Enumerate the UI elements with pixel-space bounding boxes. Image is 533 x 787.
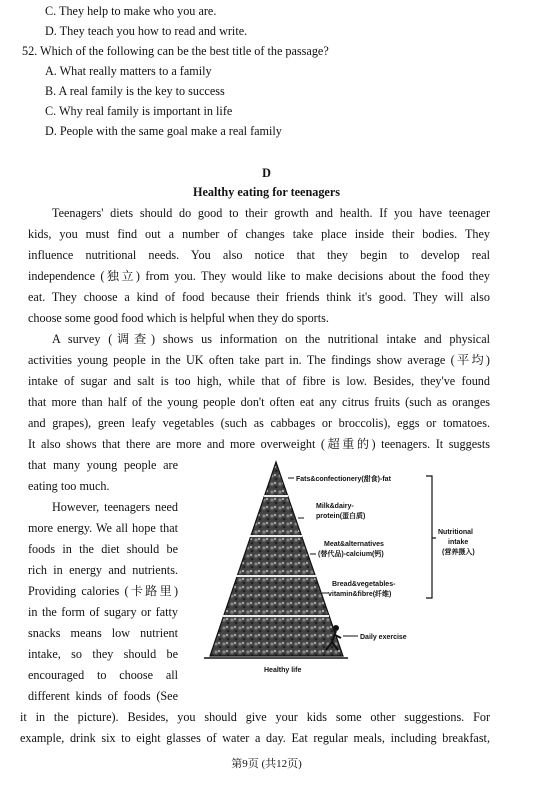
label-bread-1: Bread&vegetables- xyxy=(332,581,396,588)
para3-line: rich in energy and nutrients. xyxy=(28,563,178,577)
label-fats: Fats&confectionery(甜食)-fat xyxy=(296,476,391,483)
para3-line: foods in the diet should be xyxy=(28,542,178,556)
para2-line: that more than half of the young people don't often eat any citrus fruits (such as oranges xyxy=(28,395,490,409)
label-bread-2: vitamin&fibre(纤维) xyxy=(328,591,392,598)
label-nutritional: Nutritional xyxy=(438,529,473,536)
question-52-option-c: C. Why real family is important in life xyxy=(45,104,233,118)
para3-line: more energy. We all hope that xyxy=(28,521,178,535)
label-healthy-life: Healthy life xyxy=(264,667,302,674)
option-d-prev: D. They teach you how to read and write. xyxy=(45,24,248,38)
para1-line: kids, you must find out a number of changes take place inside their bodies. They xyxy=(28,227,490,241)
para1-line: independence (独立) from you. They would like to make decisions about the food they xyxy=(28,269,490,283)
para3-line: Providing calories (卡路里) xyxy=(28,584,178,598)
label-intake-cn: (营养摄入) xyxy=(442,549,475,556)
para3-line: in the form of sugary or fatty xyxy=(28,605,178,619)
question-52-option-a: A. What really matters to a family xyxy=(45,64,212,78)
para3-line: intake, so they should be xyxy=(28,647,178,661)
para3-line: different kinds of foods (See xyxy=(28,689,178,703)
label-milk-2: protein(蛋白质) xyxy=(316,513,366,520)
question-52-stem: 52. Which of the following can be the best title of the passage? xyxy=(22,44,329,58)
label-meat-1: Meat&alternatives xyxy=(324,541,384,548)
para1-line: choose some good food which is helpful when they do sports. xyxy=(28,311,329,325)
food-pyramid-illustration xyxy=(198,458,488,684)
para2-line: It also shows that there are more and more overweight (超重的) teenagers. It suggests xyxy=(28,437,490,451)
label-milk-1: Milk&dairy- xyxy=(316,503,354,510)
label-exercise: Daily exercise xyxy=(360,634,407,641)
para1-line: Teenagers' diets should do good to their growth and health. If you have teenager xyxy=(52,206,490,220)
question-52-option-b: B. A real family is the key to success xyxy=(45,84,225,98)
para3-line: it in the picture). Besides, you should give your kids some other suggestions. For xyxy=(20,710,490,724)
section-letter: D xyxy=(262,166,271,180)
para3-line: snacks means low nutrient xyxy=(28,626,178,640)
para2-line: A survey (调查) shows us information on the nutritional intake and physical xyxy=(52,332,490,346)
para3-line: However, teenagers need xyxy=(52,500,178,514)
para2-line: activities young people in the UK often take part in. The findings show average (平均) xyxy=(28,353,490,367)
para3-line: example, drink six to eight glasses of water a day. Eat regular meals, including breakfast, xyxy=(20,731,490,745)
para1-line: influence nutritional needs. You also notice that they begin to develop real xyxy=(28,248,490,262)
para2-line: and grapes), green leafy vegetables (such as cabbages or broccolis), eggs or tomatoes. xyxy=(28,416,490,430)
label-intake: intake xyxy=(448,539,469,546)
food-pyramid-figure xyxy=(198,458,488,684)
option-c-prev: C. They help to make who you are. xyxy=(45,4,217,18)
para2-line: intake of sugar and salt is too high, while that of fibre is low. Besides, they've found xyxy=(28,374,490,388)
label-meat-2: (替代品)-calcium(钙) xyxy=(318,551,384,558)
page-number: 第9页 (共12页) xyxy=(231,758,302,770)
passage-title: Healthy eating for teenagers xyxy=(192,185,340,199)
para2-line: that many young people are xyxy=(28,458,178,472)
question-52-option-d: D. People with the same goal make a real family xyxy=(45,124,282,138)
para1-line: eat. They choose a kind of food because their friends think it's good. They will also xyxy=(28,290,490,304)
para2-line: eating too much. xyxy=(28,479,110,493)
pyramid-shape xyxy=(210,462,343,656)
para3-line: encouraged to choose all xyxy=(28,668,178,682)
